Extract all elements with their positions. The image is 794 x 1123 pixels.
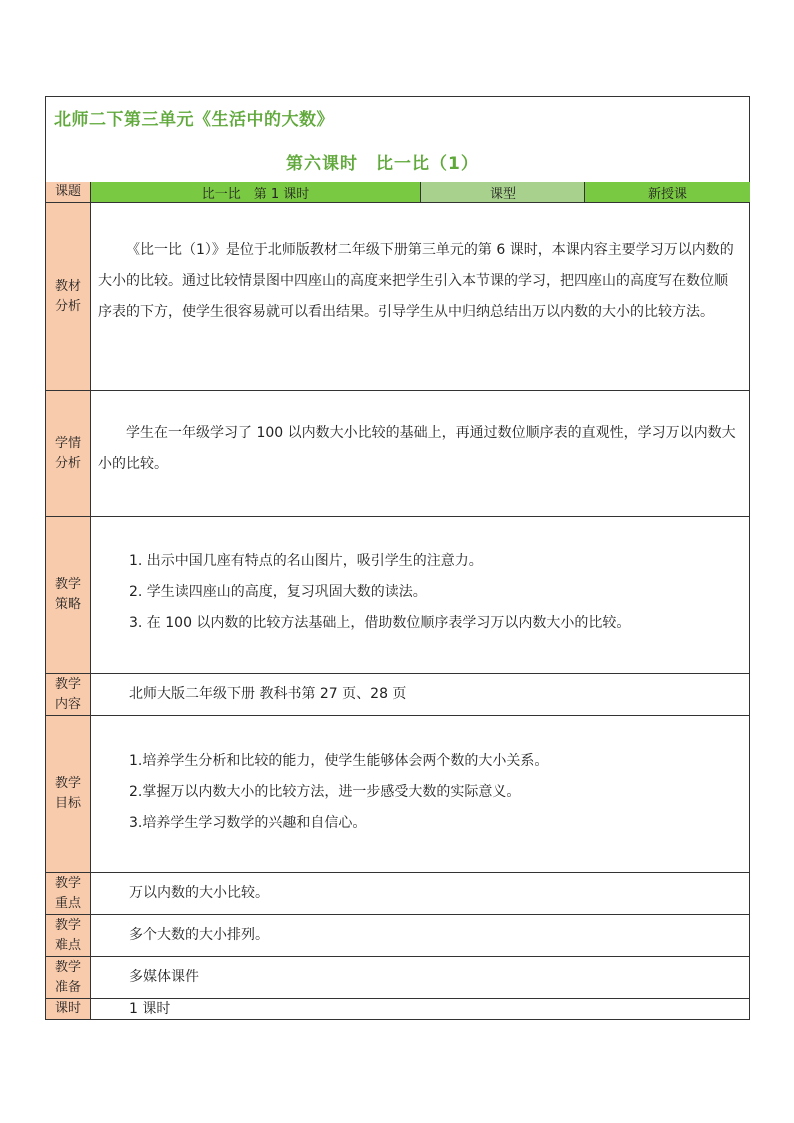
- textbook-analysis-label: 教材分析: [46, 203, 91, 390]
- preparation-text: 多媒体课件: [129, 969, 199, 985]
- goal-item: 1.培养学生分析和比较的能力，使学生能够体会两个数的大小关系。: [129, 753, 549, 769]
- lesson-type-value: 新授课: [584, 182, 750, 202]
- strategy-item: 1. 出示中国几座有特点的名山图片，吸引学生的注意力。: [129, 553, 483, 569]
- teaching-strategy-label: 教学策略: [46, 517, 91, 673]
- teaching-content-text: 北师大版二年级下册 教科书第 27 页、28 页: [129, 686, 407, 702]
- title-row: [46, 97, 749, 183]
- lesson-subtitle: 第六课时 比一比（1）: [286, 154, 479, 174]
- duration-text: 1 课时: [129, 1001, 171, 1017]
- duration-label: 课时: [46, 999, 91, 1019]
- teaching-goals-label: 教学目标: [46, 716, 91, 872]
- topic-label: 课题: [46, 182, 91, 202]
- lesson-topic-cell: 比一比 第 1 课时: [91, 182, 420, 202]
- duration-row: [46, 999, 749, 1019]
- goal-item: 2.掌握万以内数大小的比较方法，进一步感受大数的实际意义。: [129, 784, 521, 800]
- key-point-label: 教学重点: [46, 873, 91, 914]
- textbook-analysis-row: [46, 203, 749, 391]
- lesson-type-label: 课型: [420, 182, 585, 202]
- strategy-item: 2. 学生读四座山的高度，复习巩固大数的读法。: [129, 584, 427, 600]
- student-analysis-row: [46, 391, 749, 517]
- student-analysis-text: 学生在一年级学习了 100 以内数大小比较的基础上，再通过数位顺序表的直观性，学习万以内数大小的比较。: [98, 425, 736, 472]
- preparation-row: [46, 957, 749, 999]
- teaching-goals-list: [129, 746, 741, 839]
- key-point-row: [46, 873, 749, 915]
- preparation-label: 教学准备: [46, 957, 91, 998]
- teaching-goals-row: [46, 716, 749, 873]
- topic-row: [46, 182, 749, 203]
- teaching-strategy-list: [129, 546, 741, 639]
- key-point-text: 万以内数的大小比较。: [129, 885, 269, 901]
- unit-title: 北师二下第三单元《生活中的大数》: [54, 110, 334, 130]
- student-analysis-label: 学情分析: [46, 391, 91, 516]
- goal-item: 3.培养学生学习数学的兴趣和自信心。: [129, 815, 367, 831]
- difficulty-text: 多个大数的大小排列。: [129, 927, 269, 943]
- textbook-analysis-text: 《比一比（1）》是位于北师版教材二年级下册第三单元的第 6 课时，本课内容主要学习万以内数的大小的比较。通过比较情景图中四座山的高度来把学生引入本节课的学习，把四座山的高度写在数位顺序表的下方，使学生很容易就可以看出结果。引导学生从中归纳总结出万以内数的大小的比较方法。: [98, 242, 734, 320]
- lesson-plan-table: [45, 96, 750, 1020]
- strategy-item: 3. 在 100 以内数的比较方法基础上，借助数位顺序表学习万以内数大小的比较。: [129, 615, 631, 631]
- teaching-content-label: 教学内容: [46, 674, 91, 715]
- teaching-strategy-row: [46, 517, 749, 674]
- difficulty-row: [46, 915, 749, 957]
- teaching-content-row: [46, 674, 749, 716]
- difficulty-label: 教学难点: [46, 915, 91, 956]
